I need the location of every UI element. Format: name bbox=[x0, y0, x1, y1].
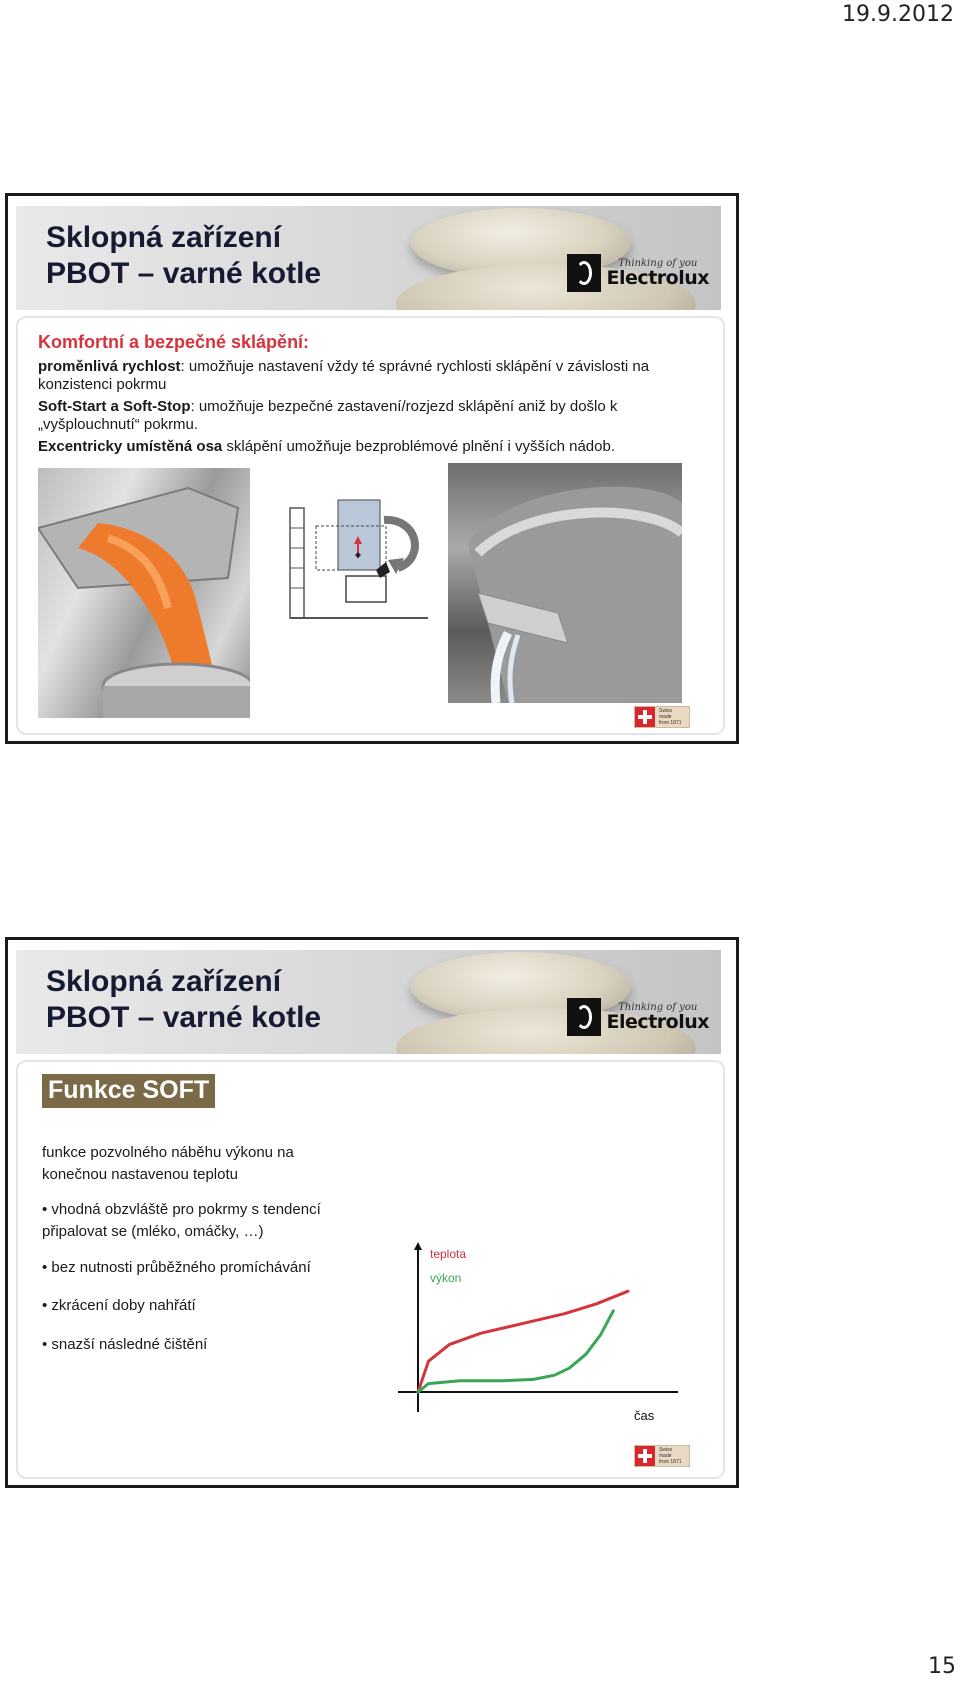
slide-1 bbox=[5, 193, 739, 744]
section-heading: Komfortní a bezpečné sklápění: bbox=[38, 332, 310, 352]
tilt-axis-diagram bbox=[288, 498, 433, 628]
bullet-item: • zkrácení doby nahřátí bbox=[42, 1297, 196, 1314]
page-number: 15 bbox=[928, 1654, 956, 1679]
content-panel bbox=[16, 316, 725, 735]
swiss-made-badge: Swiss made from 1871 bbox=[634, 706, 690, 728]
photo-water-pouring bbox=[448, 463, 682, 703]
logo-tagline: Thinking of you bbox=[618, 1001, 698, 1013]
series-line-vykon bbox=[418, 1311, 613, 1392]
electrolux-logo-icon bbox=[567, 254, 601, 292]
electrolux-logo-icon bbox=[567, 998, 601, 1036]
function-title-box: Funkce SOFT bbox=[42, 1074, 215, 1108]
bullet-item: • vhodná obzvláště pro pokrmy s tendencí připalovat se (mléko, omáčky, …) bbox=[42, 1201, 321, 1240]
swiss-cross-icon bbox=[635, 707, 655, 727]
electrolux-logo bbox=[567, 254, 709, 292]
feature-eccentric-axis: Excentricky umístěná osa sklápění umožňuje bezproblémové plnění i vyšších nádob. bbox=[38, 438, 615, 455]
photo-pouring-sauce bbox=[38, 468, 250, 718]
logo-brand: Electrolux bbox=[606, 266, 709, 289]
legend-label: výkon bbox=[430, 1271, 462, 1285]
soft-function-chart bbox=[398, 1242, 698, 1437]
bullet-item: • bez nutnosti průběžného promíchávání bbox=[42, 1259, 311, 1276]
logo-tagline: Thinking of you bbox=[618, 257, 698, 269]
logo-brand: Electrolux bbox=[606, 1010, 709, 1033]
bullet-item: • snazší následné čištění bbox=[42, 1336, 208, 1353]
feature-variable-speed: proměnlivá rychlost: umožňuje nastavení vždy té správné rychlosti sklápění v závislosti na konzistenci pokrmu bbox=[38, 358, 650, 393]
slide-title: Sklopná zařízení PBOT – varné kotle bbox=[46, 965, 322, 1034]
swiss-cross-icon bbox=[635, 1446, 655, 1466]
page-date: 19.9.2012 bbox=[842, 2, 954, 27]
x-axis-label: čas bbox=[634, 1408, 655, 1423]
slide-header bbox=[16, 206, 721, 310]
content-panel bbox=[16, 1060, 725, 1479]
y-axis-arrow bbox=[414, 1242, 422, 1250]
description-text: funkce pozvolného náběhu výkonu na konečnou nastavenou teplotu bbox=[42, 1144, 294, 1183]
feature-soft-start: Soft-Start a Soft-Stop: umožňuje bezpečné zastavení/rozjezd sklápění aniž by došlo k „vyšplouchnutí“ pokrmu. bbox=[38, 398, 618, 433]
slide-title: Sklopná zařízení PBOT – varné kotle bbox=[46, 221, 322, 290]
electrolux-logo bbox=[567, 998, 709, 1036]
swiss-made-badge: Swiss made from 1871 bbox=[634, 1445, 690, 1467]
slide-2 bbox=[5, 937, 739, 1488]
legend-label: teplota bbox=[430, 1247, 467, 1261]
slide-header bbox=[16, 950, 721, 1054]
